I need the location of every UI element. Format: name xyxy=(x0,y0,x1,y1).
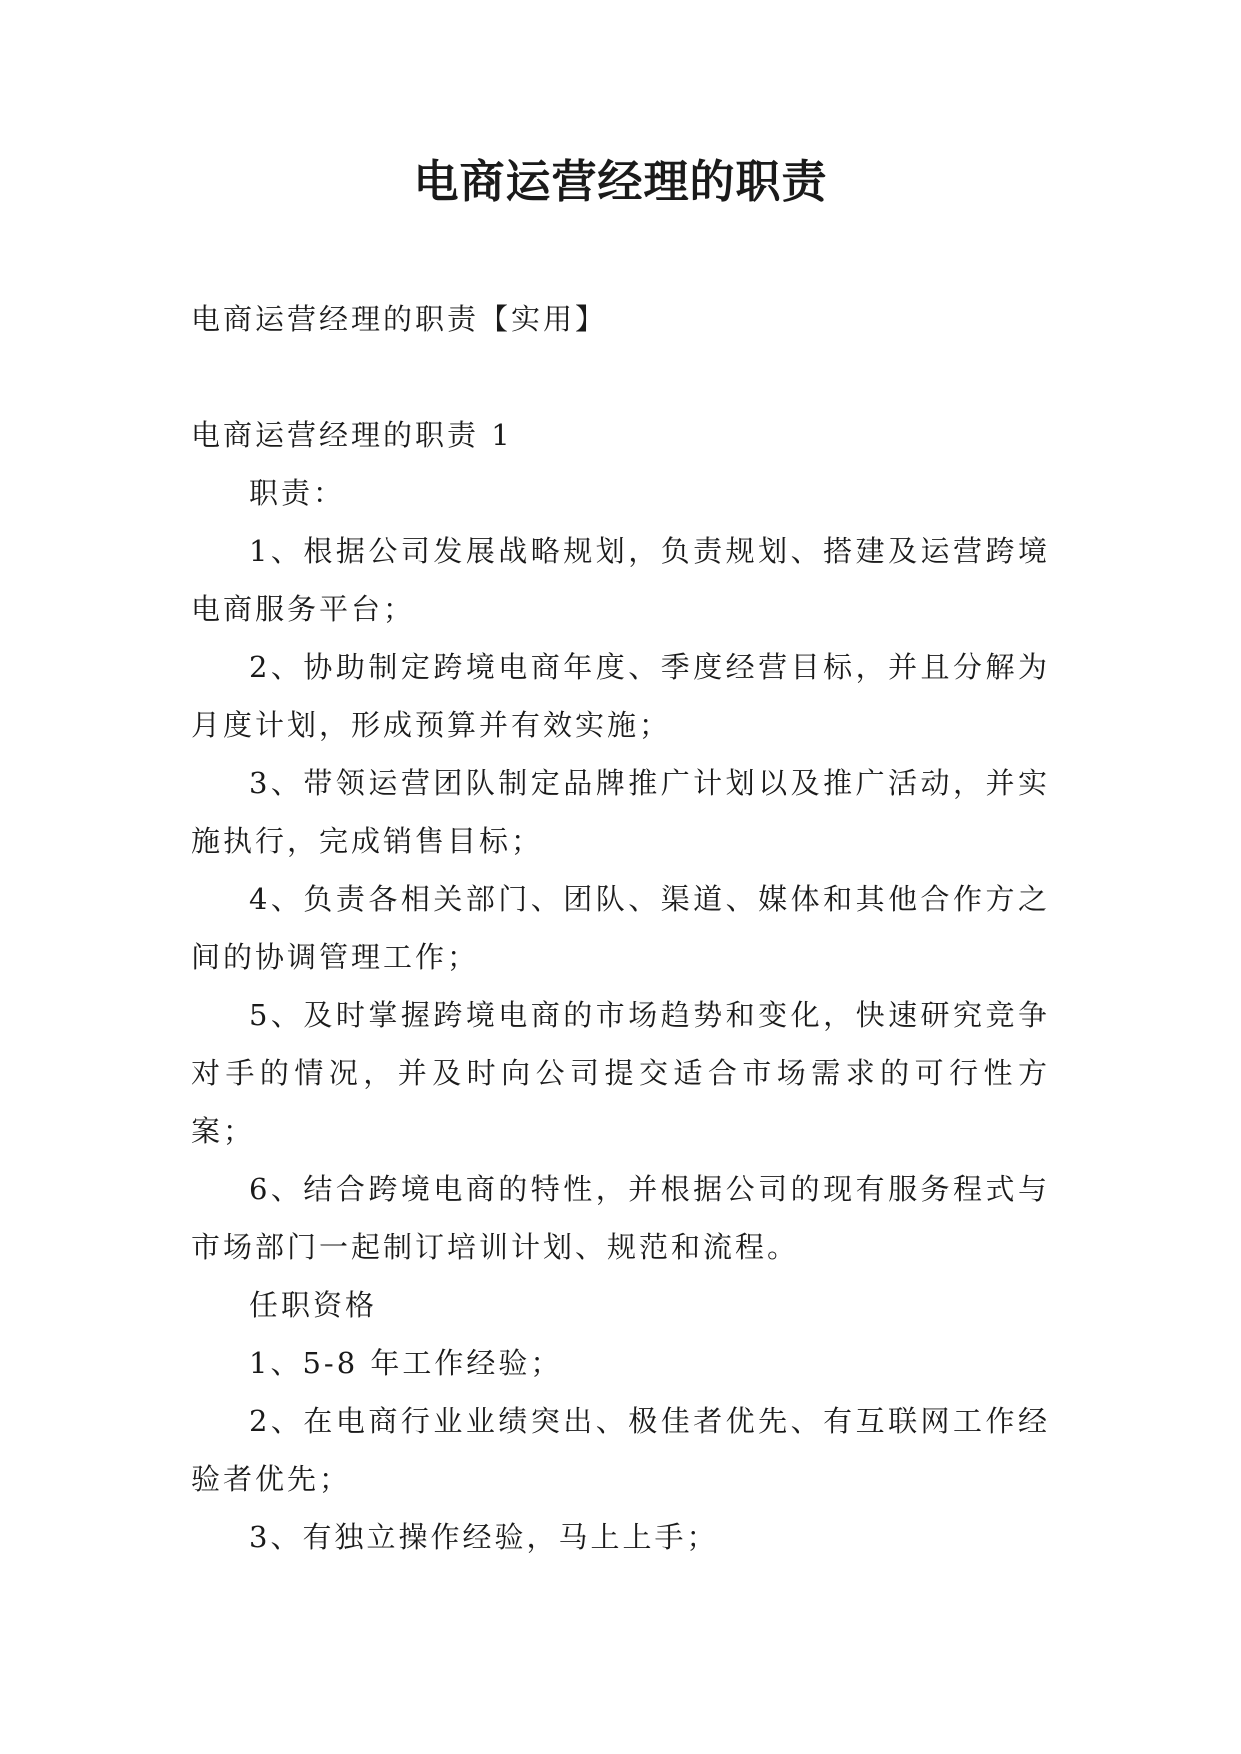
qualification-item: 2、在电商行业业绩突出、极佳者优先、有互联网工作经验者优先； xyxy=(191,1404,1050,1496)
document-subtitle: 电商运营经理的职责【实用】 xyxy=(191,302,608,336)
qualification-item: 1、5-8 年工作经验； xyxy=(249,1346,563,1380)
duty-item: 5、及时掌握跨境电商的市场趋势和变化，快速研究竞争对手的情况，并及时向公司提交适合市场需求的可行性方案； xyxy=(191,998,1050,1148)
duty-item: 4、负责各相关部门、团队、渠道、媒体和其他合作方之间的协调管理工作； xyxy=(191,882,1050,974)
qualification-item: 3、有独立操作经验，马上上手； xyxy=(249,1520,719,1554)
document-body xyxy=(191,290,1050,1566)
duty-item: 2、协助制定跨境电商年度、季度经营目标，并且分解为月度计划，形成预算并有效实施； xyxy=(191,650,1050,742)
duty-item: 1、根据公司发展战略规划，负责规划、搭建及运营跨境电商服务平台； xyxy=(191,534,1050,626)
duty-item: 6、结合跨境电商的特性，并根据公司的现有服务程式与市场部门一起制订培训计划、规范和流程。 xyxy=(191,1172,1050,1264)
qualifications-label: 任职资格 xyxy=(249,1288,378,1322)
duties-label: 职责： xyxy=(249,476,346,510)
document-title: 电商运营经理的职责 xyxy=(413,155,828,208)
duty-item: 3、带领运营团队制定品牌推广计划以及推广活动，并实施执行，完成销售目标； xyxy=(191,766,1050,858)
section-heading: 电商运营经理的职责 1 xyxy=(191,418,513,452)
